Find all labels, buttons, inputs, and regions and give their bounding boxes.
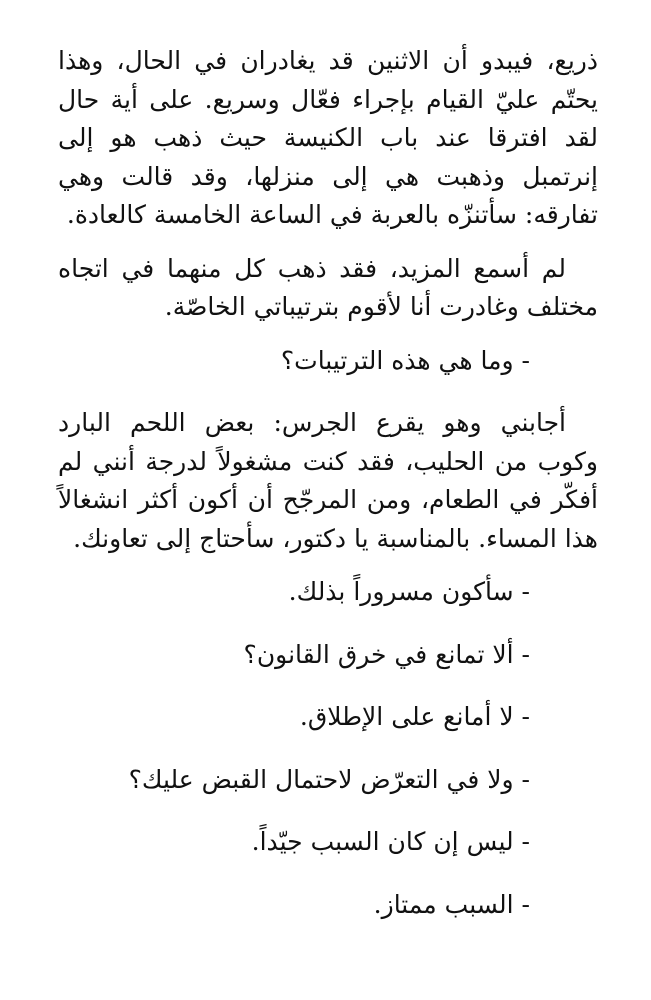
dialogue-line-2: - سأكون مسروراً بذلك. bbox=[288, 577, 530, 606]
dialogue-line-3: - ألا تمانع في خرق القانون؟ bbox=[243, 639, 530, 669]
paragraph-narration-2: لم أسمع المزيد، فقد ذهب كل منهما في اتجاه مختلف وغادرت أنا لأقوم بترتيباتي الخاصّة. bbox=[58, 253, 598, 321]
dialogue-line-5: - ولا في التعرّض لاحتمال القبض عليك؟ bbox=[128, 764, 530, 794]
dialogue-line-4: - لا أمانع على الإطلاق. bbox=[299, 702, 530, 731]
paragraph-narration-1: ذريع، فيبدو أن الاثنين قد يغادران في الحال، وهذا يحتّم عليّ القيام بإجراء فعّال وسريع. على أية حال لقد افترقا عند باب الكنيسة حيث ذهب هو إلى إنرتمبل وذهبت هي إلى منزلها، وقد قالت وهي تفارقه: سأتنزّه بالعربة في الساعة الخامسة كالعادة. bbox=[58, 46, 598, 229]
dialogue-line-7: - السبب ممتاز. bbox=[373, 889, 530, 919]
paragraph-narration-3: أجابني وهو يقرع الجرس: بعض اللحم البارد وكوب من الحليب، فقد كنت مشغولاً لدرجة أنني لم أفكّر في الطعام، ومن المرجّح أن أكون أكثر انشغالاً هذا المساء. بالمناسبة يا دكتور، سأحتاج إلى تعاونك. bbox=[58, 408, 598, 553]
book-page bbox=[58, 42, 598, 948]
dialogue-line-1: - وما هي هذه الترتيبات؟ bbox=[280, 345, 530, 375]
dialogue-line-6: - ليس إن كان السبب جيّداً. bbox=[251, 827, 530, 856]
